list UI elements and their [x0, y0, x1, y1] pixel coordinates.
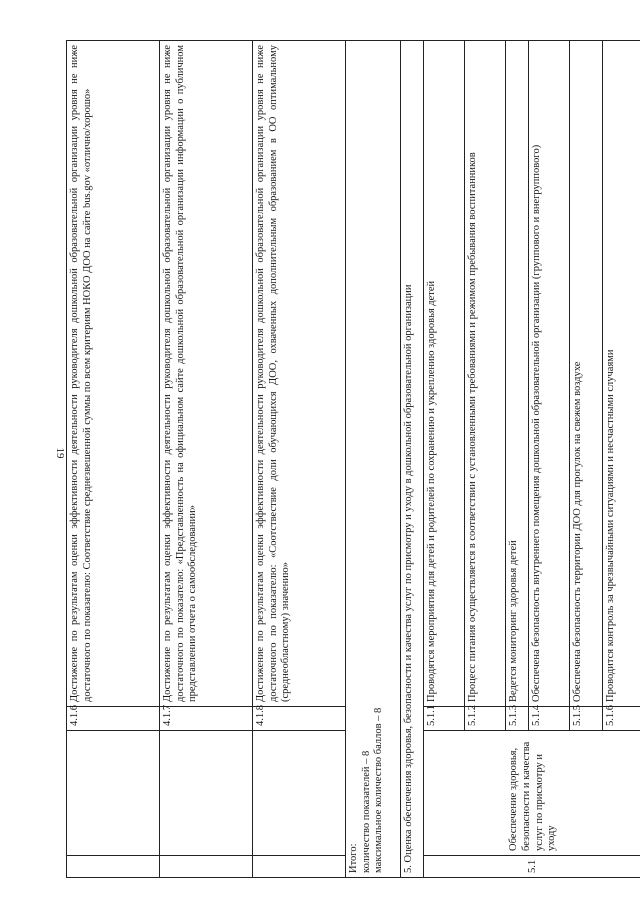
indicator-text: Обеспечена безопасность территории ДОО для прогулок на свежем воздухе: [570, 41, 603, 707]
indicator-text: Обеспечена безопасность внутреннего помещения дошкольной образовательной организации (группового и внегруппового): [529, 41, 570, 707]
empty-cell: [160, 856, 253, 878]
indicator-number: 4.1.8: [253, 707, 346, 731]
indicator-text: Ведется мониторинг здоровья детей: [506, 41, 529, 707]
indicator-number: 5.1.2: [465, 707, 506, 731]
table-row: [67, 41, 160, 878]
table-row: [424, 41, 465, 878]
indicator-text: Достижение по результатам оценки эффективности деятельности руководителя дошкольной образовательной организации уровня не ниже достаточного по показателю: «Соотствествие доли обучающихся ДОО, охваченных дополнительным образованием в ОО оптимальному (среднеобластному) значению»: [253, 41, 346, 707]
indicator-number: 5.1.3: [506, 707, 529, 731]
totals-max: максимальное количество баллов – 8: [373, 707, 385, 873]
empty-cell: [160, 731, 253, 856]
indicator-text: Достижение по результатам оценки эффективности деятельности руководителя дошкольной образовательной организации уровня не ниже достаточного по показателю: «Представленность на официальном сайте дошкольной образовательной организации информации о публичном представлении отчета о самообследовании»: [160, 41, 253, 707]
table-row: [253, 41, 346, 878]
criteria-table: [66, 40, 640, 878]
totals-row: [346, 41, 401, 878]
totals-count: количество показателей – 8: [360, 750, 372, 873]
indicator-number: 4.1.7: [160, 707, 253, 731]
indicator-number: 5.1.6: [603, 707, 640, 731]
section-heading: 5. Оценка обеспечения здоровья, безопасности и качества услуг по присмотру и уходу в дошкольной образовательной организации: [401, 41, 424, 878]
section-title: Обеспечение здоровья, безопасности и качества услуг по присмотру и уходу: [424, 731, 640, 856]
empty-cell: [67, 856, 160, 878]
rotated-table-page: [66, 40, 616, 878]
indicator-number: 5.1.4: [529, 707, 570, 731]
section-heading-row: [401, 41, 424, 878]
empty-cell: [67, 731, 160, 856]
indicator-number: 5.1.1: [424, 707, 465, 731]
page-number: 19: [54, 447, 66, 459]
indicator-number: 5.1.5: [570, 707, 603, 731]
empty-cell: [253, 731, 346, 856]
empty-cell: [253, 856, 346, 878]
indicator-text: Проводится контроль за чрезвычайными ситуациями и несчастными случаями: [603, 41, 640, 707]
indicator-text: Процесс питания осуществляется в соответствии с установленными требованиями и режимом пребывания воспитанников: [465, 41, 506, 707]
totals-label: Итого:: [348, 843, 359, 873]
section-code: 5.1: [424, 856, 640, 878]
indicator-text: Достижение по результатам оценки эффективности деятельности руководителя дошкольной образовательной организации уровня не ниже достаточного по показателю: Соответствие среднезвешенной суммы по всем критериям НОКО ДОО на сайте bus.gov «отлично/хорошо»: [67, 41, 160, 707]
table-row: [160, 41, 253, 878]
indicator-number: 4.1.6: [67, 707, 160, 731]
indicator-text: Проводятся мероприятия для детей и родителей по сохранению и укреплению здоровья детей: [424, 41, 465, 707]
